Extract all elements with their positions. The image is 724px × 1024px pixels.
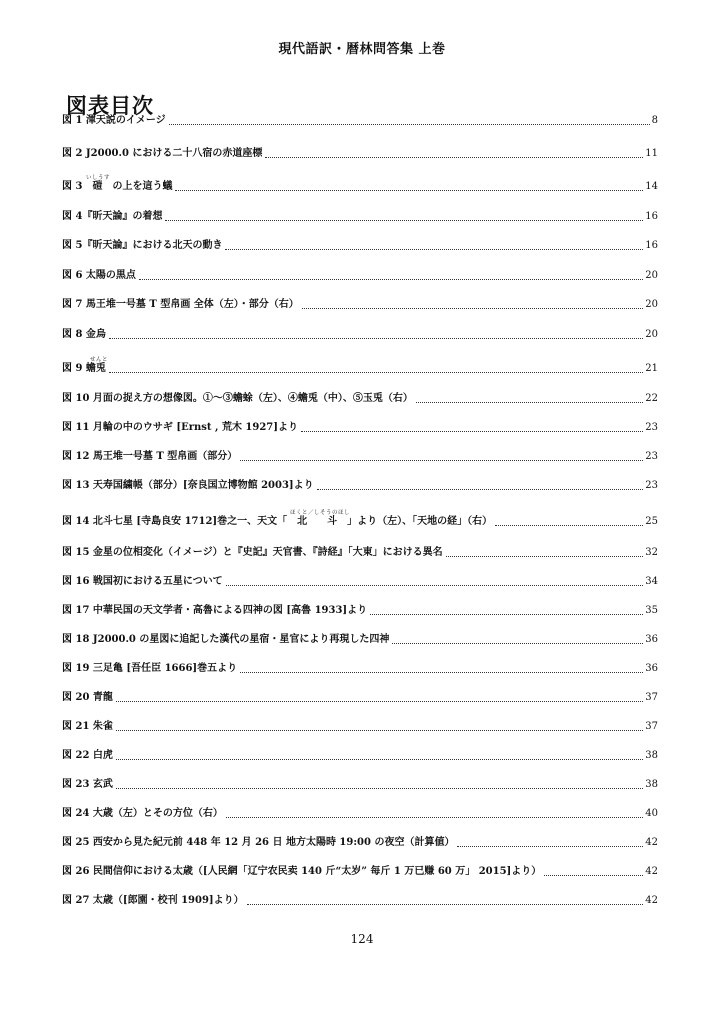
dot-leader (240, 460, 643, 461)
toc-entry-label: 図 10 月面の捉え方の想像図。①～③蟾蜍（左）、④蟾兎（中）、⑤玉兎（右） (62, 393, 413, 404)
toc-entry-page: 20 (645, 329, 658, 340)
toc-entry-page: 20 (645, 299, 658, 310)
toc-entry-page: 22 (645, 393, 658, 404)
toc-entry-page: 8 (651, 115, 658, 126)
toc-entry-label: 図 6 太陽の黒点 (62, 270, 136, 281)
dot-leader (370, 614, 643, 615)
toc-entry[interactable] (62, 112, 658, 128)
toc-entry-label: 図 18 J2000.0 の星図に追記した漢代の星宿・星官により再現した四神 (62, 634, 390, 645)
toc-entry[interactable] (62, 776, 658, 792)
toc-entry-page: 16 (645, 240, 658, 251)
dot-leader (139, 279, 643, 280)
toc-entry[interactable] (62, 718, 658, 734)
toc-entry[interactable] (62, 805, 658, 821)
dot-leader (457, 846, 643, 847)
toc-entry-page: 42 (645, 866, 658, 877)
toc-entry[interactable] (62, 326, 658, 342)
toc-entry-label: 図 22 白虎 (62, 750, 113, 761)
toc-entry-label: 図 11 月輪の中のウサギ [Ernst , 荒木 1927]より (62, 422, 298, 433)
dot-leader (265, 157, 643, 158)
toc-entry-page: 40 (645, 808, 658, 819)
toc-entry-label: せんと 図 9 蟾兎 (62, 362, 106, 376)
toc-entry-page: 37 (645, 692, 658, 703)
toc-entry[interactable] (62, 390, 658, 406)
page-title: 図表目次 (66, 94, 154, 118)
toc-entry-page: 21 (645, 363, 658, 374)
dot-leader (116, 759, 643, 760)
toc-entry[interactable] (62, 237, 658, 253)
toc-entry[interactable] (62, 892, 658, 908)
dot-leader (240, 672, 643, 673)
dot-leader (175, 190, 643, 191)
toc-entry[interactable] (62, 175, 658, 194)
dot-leader (116, 788, 643, 789)
toc-entry[interactable] (62, 357, 658, 376)
toc-entry-label: 図 5『昕天論』における北天の動き (62, 240, 223, 251)
toc-entry-page: 23 (645, 422, 658, 433)
dot-leader (226, 817, 643, 818)
toc-entry[interactable] (62, 448, 658, 464)
dot-leader (392, 643, 643, 644)
toc-entry-label: 図 1 渾天説のイメージ (62, 115, 166, 126)
page-number: 124 (350, 932, 374, 946)
toc-entry-page: 34 (645, 576, 658, 587)
toc-entry-page: 36 (645, 634, 658, 645)
toc-entry[interactable] (62, 863, 658, 879)
toc-entry-page: 42 (645, 837, 658, 848)
dot-leader (495, 525, 643, 526)
toc-entry[interactable] (62, 267, 658, 283)
toc-entry-label: いしうす 図 3 磑 の上を這う蟻 (62, 180, 172, 194)
toc-entry-page: 20 (645, 270, 658, 281)
toc-entry-page: 23 (645, 480, 658, 491)
toc-entry-label: ほくと／しそうのほし 図 14 北斗七星 [寺島良安 1712]巻之一、天文「 北 斗 」より（左）、「天地の経」（右） (62, 515, 492, 529)
dot-leader (317, 489, 644, 490)
toc-entry-page: 42 (645, 895, 658, 906)
toc-entry-label: 図 15 金星の位相変化（イメージ）と『史記』天官書、『詩経』「大東」における異名 (62, 547, 443, 558)
toc-entry[interactable] (62, 208, 658, 224)
toc-entry-page: 16 (645, 211, 658, 222)
toc-entry[interactable] (62, 602, 658, 618)
dot-leader (302, 308, 643, 309)
toc-entry[interactable] (62, 145, 658, 161)
toc-entry-label: 図 17 中華民国の天文学者・高魯による四神の図 [高魯 1933]より (62, 605, 368, 616)
toc-entry[interactable] (62, 747, 658, 763)
toc-entry[interactable] (62, 631, 658, 647)
toc-entry[interactable] (62, 419, 658, 435)
toc-entry-label: 図 8 金烏 (62, 329, 106, 340)
toc-entry-page: 23 (645, 451, 658, 462)
dot-leader (301, 431, 643, 432)
dot-leader (416, 402, 643, 403)
toc-entry-label: 図 27 太歳（[郎園・校刊 1909]より） (62, 895, 244, 906)
toc-entry[interactable] (62, 296, 658, 312)
toc-entry-label: 図 7 馬王堆一号墓 T 型帛画 全体（左）・部分（右） (62, 299, 299, 310)
toc-entry[interactable] (62, 689, 658, 705)
toc-entry-label: 図 25 西安から見た紀元前 448 年 12 月 26 日 地方太陽時 19:00 の夜空（計算値） (62, 837, 455, 848)
toc-entry-page: 32 (645, 547, 658, 558)
dot-leader (116, 701, 643, 702)
dot-leader (169, 124, 650, 125)
ruby-annotation: いしうす (86, 175, 111, 181)
toc-entry-page: 38 (645, 750, 658, 761)
toc-entry[interactable] (62, 660, 658, 676)
toc-entry-label: 図 12 馬王堆一号墓 T 型帛画（部分） (62, 451, 238, 462)
toc-entry-label: 図 21 朱雀 (62, 721, 113, 732)
toc-entry-label: 図 13 天寿国繍帳（部分）[奈良国立博物館 2003]より (62, 480, 314, 491)
dot-leader (116, 730, 643, 731)
toc-entry[interactable] (62, 477, 658, 493)
toc-entry-page: 11 (645, 148, 658, 159)
dot-leader (446, 556, 644, 557)
running-header: 現代語訳・暦林問答集 上巻 (278, 42, 446, 57)
dot-leader (226, 585, 644, 586)
toc-entry-label: 図 4『昕天論』の着想 (62, 211, 163, 222)
toc-entry[interactable] (62, 510, 658, 529)
dot-leader (247, 904, 644, 905)
toc-entry-page: 35 (645, 605, 658, 616)
ruby-annotation: ほくと／しそうのほし (290, 510, 351, 516)
dot-leader (109, 372, 643, 373)
toc-entry-page: 36 (645, 663, 658, 674)
toc-entry-label: 図 26 民間信仰における太歳（[人民網「辽宁农民卖 140 斤“太岁” 每斤 1 万已赚 60 万」 2015]より） (62, 866, 542, 877)
dot-leader (165, 220, 643, 221)
toc-entry-label: 図 19 三足亀 [吾任臣 1666]巻五より (62, 663, 238, 674)
toc-entry-page: 25 (645, 516, 658, 527)
toc-entry-page: 14 (645, 181, 658, 192)
toc-entry-label: 図 20 青龍 (62, 692, 113, 703)
toc-entry-label: 図 16 戦国初における五星について (62, 576, 223, 587)
toc-entry[interactable] (62, 834, 658, 850)
toc-entry-label: 図 23 玄武 (62, 779, 113, 790)
dot-leader (109, 338, 643, 339)
ruby-annotation: せんと (90, 357, 109, 363)
dot-leader (544, 875, 643, 876)
toc-entry-label: 図 24 大歳（左）とその方位（右） (62, 808, 223, 819)
toc-entry-label: 図 2 J2000.0 における二十八宿の赤道座標 (62, 148, 263, 159)
dot-leader (225, 249, 643, 250)
toc-entry[interactable] (62, 573, 658, 589)
toc-entry-page: 37 (645, 721, 658, 732)
toc-entry-page: 38 (645, 779, 658, 790)
toc-entry[interactable] (62, 544, 658, 560)
